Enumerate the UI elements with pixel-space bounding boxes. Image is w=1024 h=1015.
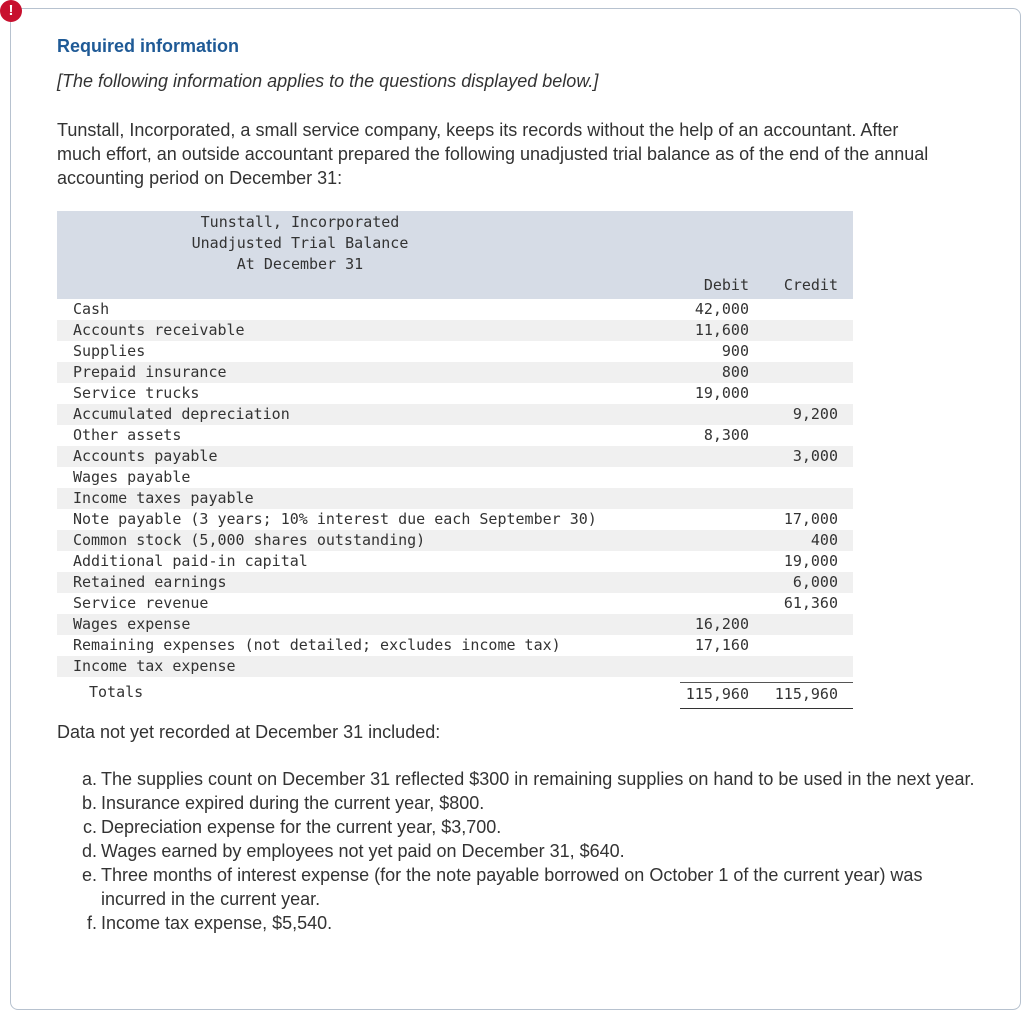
table-row xyxy=(57,509,853,530)
row-debit: 16,200 xyxy=(694,615,749,633)
row-label: Income taxes payable xyxy=(73,489,254,507)
alert-icon: ! xyxy=(0,0,22,22)
item-text: The supplies count on December 31 reflected $300 in remaining supplies on hand to be used in the next year. xyxy=(101,769,975,789)
table-row xyxy=(57,362,853,383)
table-row xyxy=(57,446,853,467)
row-label: Accounts receivable xyxy=(73,321,245,339)
debit-header: Debit xyxy=(703,276,749,294)
row-label: Other assets xyxy=(73,426,182,444)
trial-balance-header xyxy=(57,211,853,299)
row-label: Retained earnings xyxy=(73,573,227,591)
row-debit: 42,000 xyxy=(694,300,749,318)
table-row xyxy=(57,404,853,425)
item-text: Wages earned by employees not yet paid on December 31, $640. xyxy=(101,841,625,861)
item-text: Insurance expired during the current year, $800. xyxy=(101,793,485,813)
item-letter: c. xyxy=(82,817,97,837)
trial-balance-table xyxy=(57,211,853,709)
statement-name: Unadjusted Trial Balance xyxy=(191,234,409,252)
row-label: Accumulated depreciation xyxy=(73,405,290,423)
row-debit: 900 xyxy=(721,342,749,360)
table-row xyxy=(57,299,853,320)
row-credit: 9,200 xyxy=(792,405,838,423)
item-letter: e. xyxy=(81,865,97,885)
row-credit: 400 xyxy=(810,531,838,549)
list-item xyxy=(75,815,985,839)
section-title: Required information xyxy=(57,36,240,56)
list-item xyxy=(75,791,985,815)
table-row xyxy=(57,656,853,677)
row-debit: 11,600 xyxy=(694,321,749,339)
row-label: Additional paid-in capital xyxy=(73,552,308,570)
table-row xyxy=(57,530,853,551)
row-label: Income tax expense xyxy=(73,657,236,675)
company-name: Tunstall, Incorporated xyxy=(200,213,400,231)
row-label: Prepaid insurance xyxy=(73,363,227,381)
section-subtitle: [The following information applies to the questions displayed below.] xyxy=(57,71,599,91)
item-letter: b. xyxy=(81,793,97,813)
adjustment-list xyxy=(75,767,985,935)
item-text: Income tax expense, $5,540. xyxy=(101,913,333,933)
trial-balance-rows xyxy=(57,299,853,677)
list-item xyxy=(75,839,985,863)
table-row xyxy=(57,383,853,404)
totals-debit: 115,960 xyxy=(685,685,749,703)
row-credit: 61,360 xyxy=(783,594,838,612)
row-credit: 3,000 xyxy=(792,447,838,465)
table-row xyxy=(57,593,853,614)
row-label: Wages payable xyxy=(73,468,191,486)
item-text: Three months of interest expense (for the note payable borrowed on October 1 of the current year) was incurred in the current year. xyxy=(101,865,923,909)
row-credit: 19,000 xyxy=(783,552,838,570)
table-row xyxy=(57,488,853,509)
totals-label: Totals xyxy=(89,683,144,701)
totals-row xyxy=(57,677,853,709)
table-row xyxy=(57,425,853,446)
table-row xyxy=(57,635,853,656)
table-row xyxy=(57,320,853,341)
table-row xyxy=(57,467,853,488)
totals-rule-bottom xyxy=(680,708,853,709)
list-item xyxy=(75,911,985,935)
list-item xyxy=(75,863,985,911)
table-row xyxy=(57,614,853,635)
table-row xyxy=(57,341,853,362)
table-row xyxy=(57,551,853,572)
row-label: Accounts payable xyxy=(73,447,218,465)
row-debit: 19,000 xyxy=(694,384,749,402)
statement-date: At December 31 xyxy=(236,255,364,273)
row-debit: 17,160 xyxy=(694,636,749,654)
item-letter: d. xyxy=(81,841,97,861)
row-label: Service trucks xyxy=(73,384,200,402)
totals-credit: 115,960 xyxy=(774,685,838,703)
row-credit: 6,000 xyxy=(792,573,838,591)
data-intro: Data not yet recorded at December 31 included: xyxy=(57,722,441,742)
row-label: Common stock (5,000 shares outstanding) xyxy=(73,531,426,549)
item-letter: f. xyxy=(86,913,97,933)
intro-paragraph: Tunstall, Incorporated, a small service company, keeps its records without the help of an accountant. After much effort, an outside accountant prepared the following unadjusted trial balance as of the end of the annual accounting period on December 31: xyxy=(57,120,929,188)
item-text: Depreciation expense for the current year, $3,700. xyxy=(101,817,502,837)
row-debit: 800 xyxy=(721,363,749,381)
row-label: Note payable (3 years; 10% interest due each September 30) xyxy=(73,510,597,528)
row-label: Wages expense xyxy=(73,615,191,633)
table-row xyxy=(57,572,853,593)
row-credit: 17,000 xyxy=(783,510,838,528)
row-label: Cash xyxy=(73,300,110,318)
credit-header: Credit xyxy=(783,276,838,294)
list-item xyxy=(75,767,985,791)
row-label: Service revenue xyxy=(73,594,209,612)
row-label: Supplies xyxy=(73,342,146,360)
row-debit: 8,300 xyxy=(703,426,749,444)
row-label: Remaining expenses (not detailed; excludes income tax) xyxy=(73,636,561,654)
item-letter: a. xyxy=(81,769,97,789)
